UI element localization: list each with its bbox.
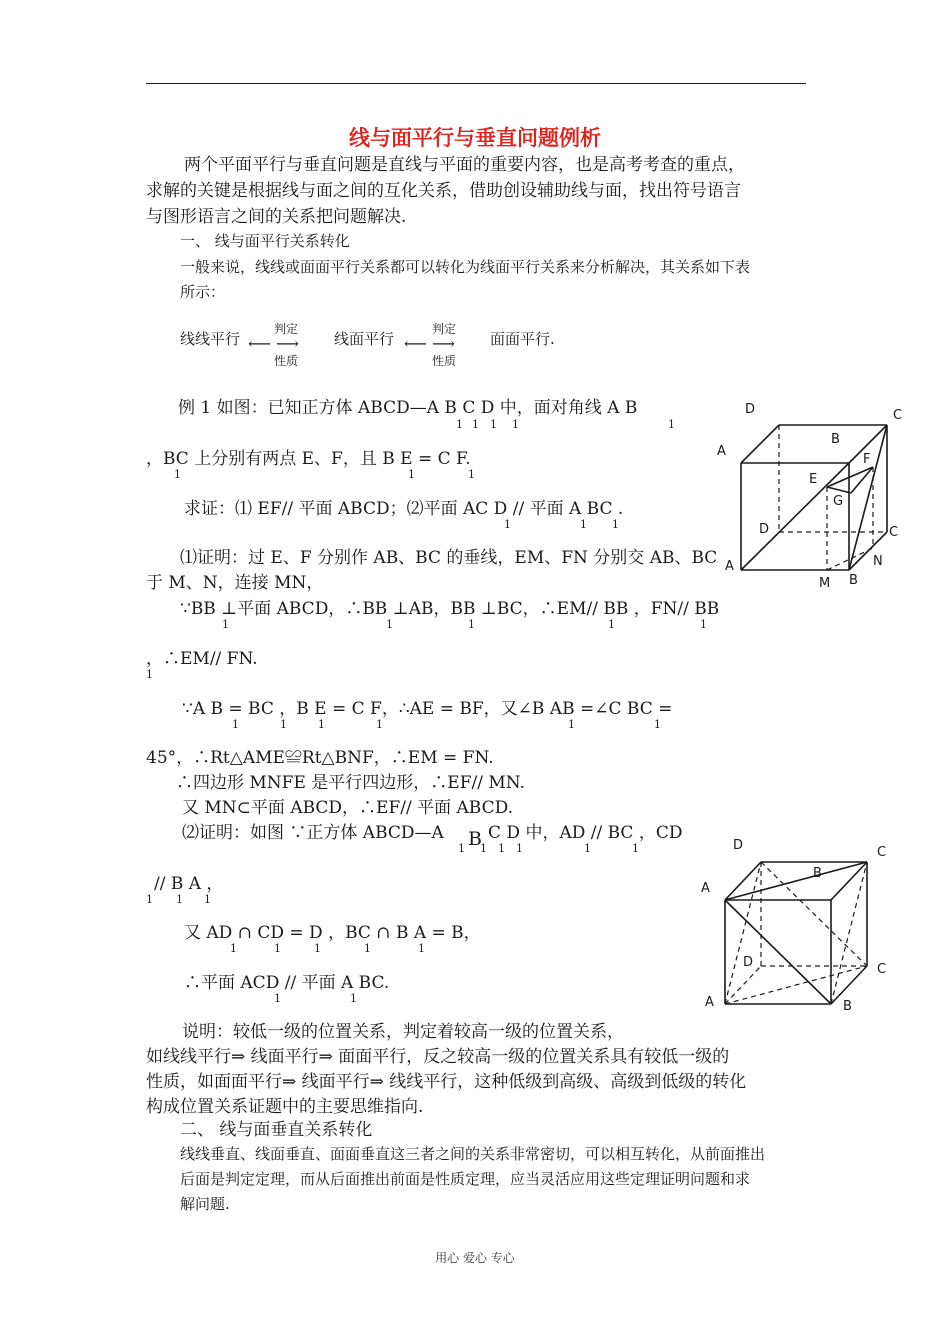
sub: 1 [222,618,229,631]
intro-line-1: 两个平面平行与垂直问题是直线与平面的重要内容，也是高考考查的重点， [184,155,745,175]
note-line-3: 性质，如面面平行⇒ 线面平行⇒ 线线平行，这种低级到高级、高级到低级的转化 [146,1072,747,1092]
header-rule [146,83,806,84]
label-F: F [863,452,871,467]
sub: 1 [376,718,383,731]
sub: 1 [668,418,675,431]
proof2-line-4: ∴平面 ACD // 平面 A BC. [184,973,390,993]
page-title: 线与面平行与垂直问题例析 [349,126,601,150]
sub: 1 [174,468,181,481]
proof1-line-7: ∴四边形 MNFE 是平行四边形，∴EF// MN. [176,773,525,793]
section2-text-2: 后面是判定定理，而从后面推出前面是性质定理，应当灵活应用这些定理证明问题和求 [180,1170,751,1188]
label-D1: D [733,838,744,853]
note-line-1: 说明：较低一级的位置关系，判定着较高一级的位置关系， [182,1022,624,1042]
sub: 1 [408,468,415,481]
proof2-line-1b: C D 中，AD // BC ，CD [488,823,683,843]
example1-line-3: 求证：⑴ EF// 平面 ABCD；⑵平面 AC D // 平面 A BC . [184,499,624,519]
chain-bottom-1: 性质 [273,354,298,368]
proof1-line-4: ，∴EM// FN. [146,649,258,669]
sub: 1 [504,518,511,531]
sub: 1 [516,842,523,855]
intro-line-2: 求解的关键是根据线与面之间的互化关系，借助创设辅助线与面，找出符号语言 [146,181,741,201]
label-C1: C [877,845,887,860]
proof1-line-1: ⑴证明：过 E、F 分别作 AB、BC 的垂线，EM、FN 分别交 AB、BC [180,548,718,568]
sub: 1 [568,718,575,731]
label-B1: B [813,866,822,881]
label-C: C [889,525,899,540]
chain-top-2: 判定 [431,322,456,336]
sub: 1 [146,893,153,906]
sub: 1 [584,842,591,855]
sub: 1 [458,842,465,855]
intro-line-3: 与图形语言之间的关系把问题解决. [146,207,407,227]
cube-figure-1 [705,395,915,595]
chain-bottom-2: 性质 [431,354,456,368]
label-M: M [819,576,831,591]
proof2-line-2: // B A ， [154,874,224,894]
sub: 1 [472,418,479,431]
sub: 1 [350,992,357,1005]
sub: 1 [498,842,505,855]
label-A: A [725,559,734,574]
sub: 1 [364,942,371,955]
proof2-line-1a: ⑵证明：如图 ∵正方体 ABCD—A [182,823,444,843]
section1-text-1: 一般来说，线线或面面平行关系都可以转化为线面平行关系来分析解决，其关系如下表 [180,258,751,276]
proof1-line-5: ∵A B = BC ，B E = C F，∴AE = BF，又∠B AB =∠C BC = [182,699,673,719]
sub: 1 [280,718,287,731]
label-A1: A [717,444,726,459]
sub: 1 [318,718,325,731]
proof1-line-2: 于 M、N，连接 MN， [146,573,324,593]
section2-text-3: 解问题. [180,1195,230,1213]
sub: 1 [632,842,639,855]
proof2-b1: B [468,828,482,850]
chain-arrow-2: ⟵ ⟶ [404,334,455,353]
note-line-2: 如线线平行⇒ 线面平行⇒ 面面平行，反之较高一级的位置关系具有较低一级的 [146,1047,730,1067]
chain-line-plane: 线面平行 [334,330,395,348]
label-C1: C [893,408,903,423]
label-A: A [705,995,714,1010]
chain-plane-plane: 面面平行. [490,330,555,348]
chain-line-line: 线线平行 [180,330,241,348]
sub: 1 [176,893,183,906]
proof1-line-6: 45°，∴Rt△AME≌Rt△BNF，∴EM = FN. [146,748,494,768]
proof1-line-3: ∵BB ⊥平面 ABCD，∴BB ⊥AB，BB ⊥BC，∴EM// BB ，FN// BB [180,599,720,619]
sub: 1 [204,893,211,906]
label-B: B [843,999,852,1014]
section2-text-1: 线线垂直、线面垂直、面面垂直这三者之间的关系非常密切，可以相互转化，从前面推出 [180,1145,766,1163]
label-D: D [743,955,754,970]
sub: 1 [274,992,281,1005]
sub: 1 [386,618,393,631]
sub: 1 [456,418,463,431]
label-B: B [849,573,858,588]
sub: 1 [654,718,661,731]
sub: 1 [608,618,615,631]
sub: 1 [468,468,475,481]
sub: 1 [580,518,587,531]
sub: 1 [232,718,239,731]
example1-line-1: 例 1 如图：已知正方体 ABCD—A B C D 中，面对角线 A B [178,398,638,418]
cube-figure-2 [695,832,905,1022]
proof2-line-3: 又 AD ∩ CD = D ，BC ∩ B A = B， [184,923,481,943]
sub: 1 [274,942,281,955]
proof1-line-8: 又 MN⊂平面 ABCD，∴EF// 平面 ABCD. [182,798,514,818]
note-line-4: 构成位置关系证题中的主要思维指向. [146,1097,424,1117]
label-D1: D [745,402,756,417]
sub: 1 [512,418,519,431]
sub: 1 [490,418,497,431]
sub: 1 [230,942,237,955]
chain-top-1: 判定 [273,322,298,336]
section1-heading: 一、 线与面平行关系转化 [180,232,350,250]
sub: 1 [612,518,619,531]
label-N: N [873,554,883,569]
section2-heading: 二、 线与面垂直关系转化 [180,1120,373,1140]
label-C: C [877,962,887,977]
label-A1: A [701,881,710,896]
label-B1: B [831,432,840,447]
sub: 1 [314,942,321,955]
sub: 1 [468,618,475,631]
sub: 1 [480,842,487,855]
example1-line-2: ，BC 上分别有两点 E、F，且 B E = C F. [146,449,471,469]
section1-text-2: 所示： [180,283,226,301]
label-D: D [759,522,770,537]
sub: 1 [418,942,425,955]
label-E: E [809,472,818,487]
sub: 1 [146,668,153,681]
page-footer: 用心 爱心 专心 [435,1251,515,1265]
sub: 1 [700,618,707,631]
label-G: G [833,494,844,509]
chain-arrow-1: ⟵ ⟶ [248,334,299,353]
